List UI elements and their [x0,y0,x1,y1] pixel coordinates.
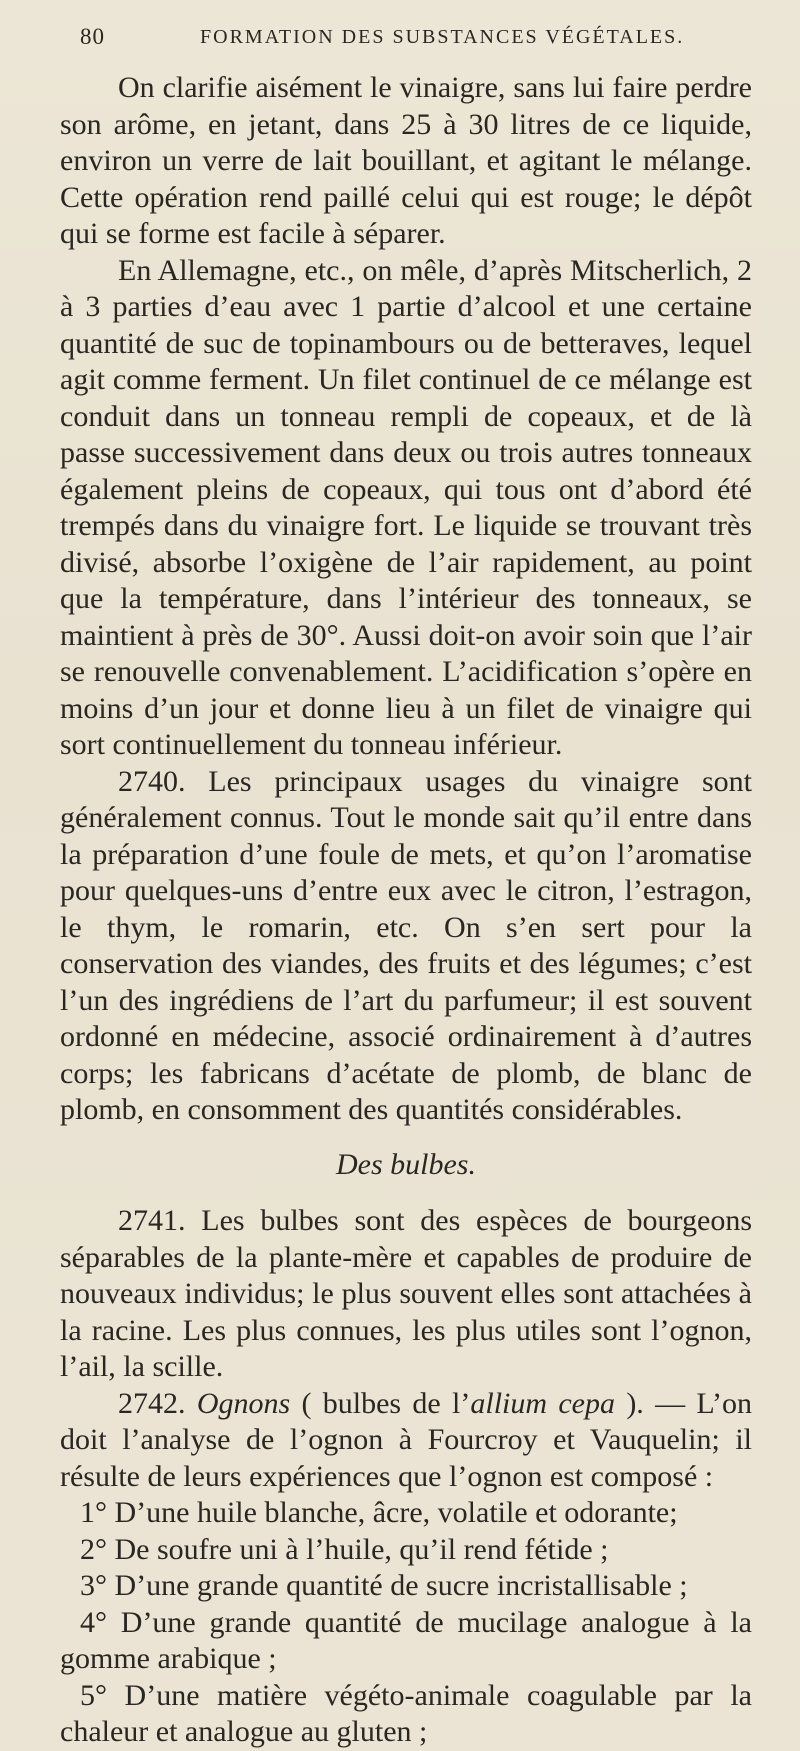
term-allium-cepa: allium cepa [470,1386,615,1420]
paragraph-vinegar-clarification: On clarifie aisément le vinaigre, sans lui faire perdre son arôme, en jetant, dans 25 à 30 litres de ce liquide, environ un verre de lait bouillant, et agitant le mélange. Cette opération rend paillé celui qui est rouge; le dépôt qui se forme est facile à séparer. [60,71,752,250]
list-item: 1° D’une huile blanche, âcre, volatile et odorante; [80,1496,678,1529]
term-ognons: Ognons [196,1386,291,1420]
running-title: FORMATION DES SUBSTANCES VÉGÉTALES. [200,26,685,48]
paragraph-number: 2742. [118,1386,186,1420]
text-fragment: ( bulbes de l’ [301,1386,471,1420]
text-fragment: ). — L’on doit l’analyse de l’ognon à Fourcroy et Vauquelin; il résulte de leurs expériences que l’ognon est composé : [60,1386,752,1493]
list-item: 4° D’une grande quantité de mucilage analogue à la gomme arabique ; [60,1605,752,1675]
list-item: 3° D’une grande quantité de sucre incristallisable ; [80,1569,688,1602]
paragraph-2741-bulbs: 2741. Les bulbes sont des espèces de bourgeons séparables de la plante-mère et capables de produire de nouveaux individus; le plus souvent elles sont attachées à la racine. Les plus connues, les plus utiles sont l’ognon, l’ail, la scille. [60,1204,752,1383]
paragraph-2740-uses: 2740. Les principaux usages du vinaigre sont généralement connus. Tout le monde sait qu’il entre dans la préparation d’une foule de mets, et qu’on l’aromatise pour quelques-uns d’entre eux avec le citron, l’estragon, le thym, le romarin, etc. On s’en sert pour la conservation des viandes, des fruits et des légumes; c’est l’un des ingrédiens de l’art du parfumeur; il est souvent ordonné en médecine, associé ordinairement à d’autres corps; les fabricans d’acétate de plomb, de blanc de plomb, en consomment des quantités considérables. [60,764,752,1126]
body-text [60,70,752,1751]
page-number: 80 [80,24,105,49]
composition-list [60,1495,752,1751]
section-subheading: Des bulbes. [336,1147,476,1181]
paragraph-2742-onions [60,1386,752,1496]
paragraph-german-method: En Allemagne, etc., on mêle, d’après Mitscherlich, 2 à 3 parties d’eau avec 1 partie d’alcool et une certaine quantité de suc de topinambours ou de betteraves, lequel agit comme ferment. Un filet continuel de ce mélange est conduit dans un tonneau rempli de copeaux, et de là passe successivement dans deux ou trois autres tonneaux également pleins de copeaux, qui tous ont d’abord été trempés dans du vinaigre fort. Le liquide se trouvant très divisé, absorbe l’oxigène de l’air rapidement, au point que la température, dans l’intérieur des tonneaux, se maintient à près de 30°. Aussi doit-on avoir soin que l’air se renouvelle convenablement. L’acidification s’opère en moins d’un jour et donne lieu à un filet de vinaigre qui sort continuellement du tonneau inférieur. [60,253,752,761]
page-header [80,10,740,58]
list-item: 5° D’une matière végéto-animale coagulable par la chaleur et analogue au gluten ; [60,1678,752,1748]
list-item: 2° De soufre uni à l’huile, qu’il rend fétide ; [80,1532,609,1566]
